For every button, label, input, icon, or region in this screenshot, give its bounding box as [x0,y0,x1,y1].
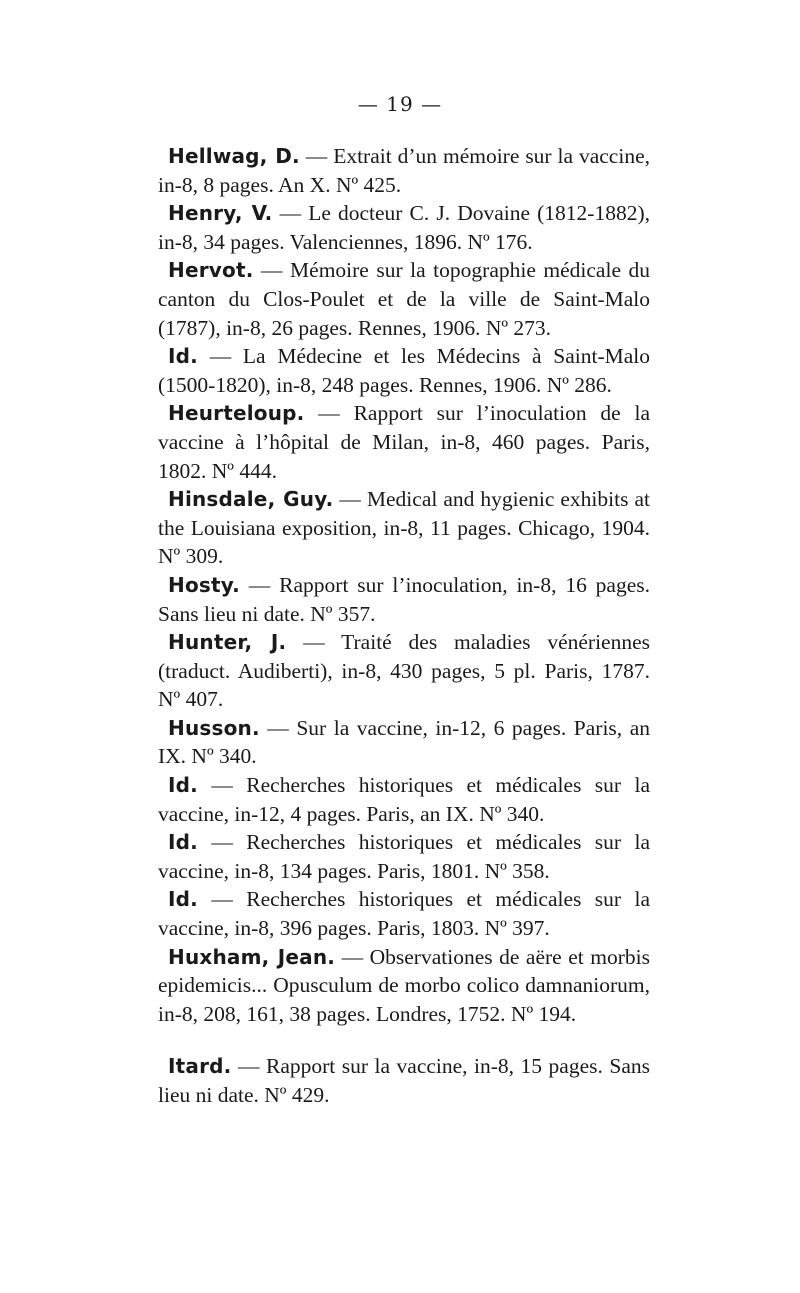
entry-text: — Sur la vaccine, in-12, 6 pages. Paris, an IX. Nº 340. [158,715,650,769]
entry-author: Heurteloup. [168,401,305,426]
entry-author: Hinsdale, Guy. [168,487,334,512]
bibliography-entry [158,342,650,399]
entry-text: — Recherches historiques et médicales sur la vaccine, in-12, 4 pages. Paris, an IX. Nº 340. [158,773,650,826]
bibliography-entry [158,885,650,942]
entry-text: — Extrait d’un mémoire sur la vaccine, in-8, 8 pages. An X. Nº 425. [158,144,650,197]
entry-author: Henry, V. [168,201,273,226]
bibliography-entry [158,771,650,828]
entry-text: — Traité des maladies vénériennes (traduct. Audiberti), in-8, 430 pages, 5 pl. Paris, 1787. Nº 407. [158,630,650,712]
entry-author: Id. [168,887,198,912]
entry-text: — Recherches historiques et médicales sur la vaccine, in-8, 134 pages. Paris, 1801. Nº 358. [158,830,650,883]
entry-author: Husson. [168,715,260,740]
entry-author: Id. [168,344,198,369]
entry-text: — Medical and hygienic exhibits at the Louisiana exposition, in-8, 11 pages. Chicago, 1904. Nº 309. [158,487,650,569]
entry-author: Itard. [168,1054,232,1079]
entry-text: — Observationes de aëre et morbis epidemicis... Opusculum de morbo colico damnaniorum, in-8, 208, 161, 38 pages. Londres, 1752. Nº 194. [158,944,650,1026]
entry-author: Id. [168,830,198,855]
entry-text: — Mémoire sur la topographie médicale du canton du Clos-Poulet et de la ville de Saint-Malo (1787), in-8, 26 pages. Rennes, 1906. Nº 273. [158,258,650,340]
bibliography-entry [158,256,650,342]
entry-text: — Rapport sur l’inoculation, in-8, 16 pages. Sans lieu ni date. Nº 357. [158,572,650,626]
bibliography-entry [158,1052,650,1109]
entry-author: Hervot. [168,258,254,283]
entry-author: Id. [168,773,198,798]
bibliography-entry [158,628,650,714]
bibliography-entry [158,571,650,628]
page-number: — 19 — [357,92,443,116]
entry-text: — Le docteur C. J. Dovaine (1812-1882), in-8, 34 pages. Valenciennes, 1896. Nº 176. [158,201,650,254]
entry-author: Hellwag, D. [168,144,300,168]
entry-text: — Rapport sur la vaccine, in-8, 15 pages. Sans lieu ni date. Nº 429. [158,1054,650,1107]
bibliography-entry [158,943,650,1029]
entry-text: — La Médecine et les Médecins à Saint-Malo (1500-1820), in-8, 248 pages. Rennes, 1906. Nº 286. [158,344,650,397]
bibliography-entry [158,828,650,885]
bibliography-list [158,142,650,1110]
entry-text: — Recherches historiques et médicales sur la vaccine, in-8, 396 pages. Paris, 1803. Nº 397. [158,887,650,941]
bibliography-entry [158,142,650,199]
bibliography-entry [158,399,650,485]
bibliography-entry [158,714,650,771]
bibliography-entry [158,485,650,571]
entry-text: — Rapport sur l’inoculation de la vaccine à l’hôpital de Milan, in-8, 460 pages. Paris, 1802. Nº 444. [158,401,650,483]
entry-author: Hosty. [168,572,240,597]
entry-author: Huxham, Jean. [168,944,336,969]
entry-author: Hunter, J. [168,630,287,655]
bibliography-entry [158,199,650,256]
